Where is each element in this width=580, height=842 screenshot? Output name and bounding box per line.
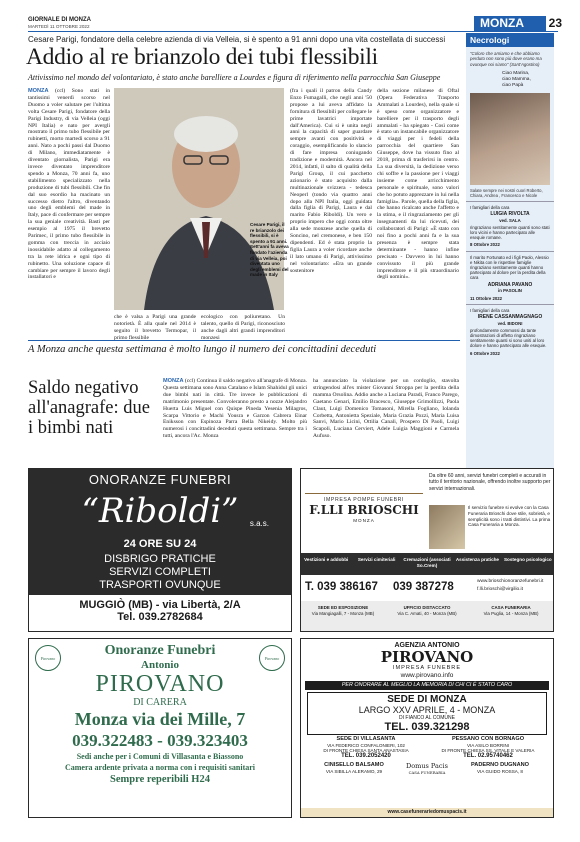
page-header — [28, 16, 562, 32]
sig-line-1: Ciao Marina, — [502, 71, 530, 77]
riboldi-name-row — [29, 490, 291, 536]
notice-1-date: 8 Ottobre 2022 — [470, 242, 500, 248]
main-col-2 — [114, 314, 196, 341]
main-col-4 — [290, 88, 372, 336]
main-subhead: Attivissimo nel mondo del volontariato, è stato anche barelliere a Lourdes e figura di riferimento nella parrocchia San Giuseppe — [28, 73, 441, 82]
branch-paderno-addr: VIA GUIDO ROSSA, 8 — [477, 768, 523, 774]
sig-line-3: ciao Papà — [502, 83, 524, 89]
notice-3 — [466, 305, 554, 359]
notice-3-text: profondamente commossi da tante dimostrazioni di affetto ringraziano sentitamente quanti si sono uniti al loro dolore e hanno partecipato alle esequie. — [470, 327, 547, 349]
section-tag: MONZA — [474, 16, 546, 31]
pirovano-left-address: Monza via dei Mille, 7 — [74, 709, 246, 729]
pirovano-badge-left — [35, 645, 61, 671]
sede-monza-addr: LARGO XXV APRILE, 4 - MONZA — [358, 705, 496, 715]
pirovano-left-line-2: Camera ardente privata a norma con i requisiti sanitari — [64, 763, 256, 772]
pirovano-left-line-1: Sedi anche per i Comuni di Villasanta e Biassono — [76, 752, 244, 761]
second-banner: A Monza anche questa settimana è molto lungo il numero dei concittadini deceduti — [28, 340, 460, 355]
brioschi-addr-1-text: Via Mangiagalli, 7 - Monza (MB) — [311, 610, 375, 616]
brioschi-mail: f.lli.brioschi@virgilio.it — [477, 587, 523, 592]
riboldi-line-2: SERVIZI COMPLETI — [29, 566, 291, 579]
photo-caption — [250, 222, 290, 302]
pirovano-right-web: www.pirovano.info — [400, 672, 454, 679]
brioschi-addr-3-text: Via Puglia, 14 - Monza (MB) — [483, 610, 539, 616]
branch-paderno-title: PADERNO DUGNANO — [470, 762, 529, 769]
necrologi-photo-caption: Salate sempre nei nostri cuori Roberto, Chiara, Andrea , Francesco e Nicole — [466, 185, 554, 202]
notice-2-sub: in PASOLIN — [498, 287, 522, 293]
pirovano-left-sub: Antonio — [141, 659, 179, 671]
domus-pacis-logo — [403, 762, 451, 775]
riboldi-top: ONORANZE FUNEBRI — [29, 469, 291, 490]
second-col-2 — [313, 378, 459, 460]
notice-1-intro: I famigliari della cara — [470, 205, 510, 211]
brioschi-addr-3 — [469, 601, 553, 631]
brioschi-addr-3-title: CASA FUNERARIA — [491, 605, 531, 610]
brioschi-addr-1-title: SEDE ED ESPOSIZIONE — [317, 605, 369, 610]
photo-caption-text: Cesare Parigi, il re brianzolo dei flessibili, si è spento a 91 anni. Sett'anni fa aveva fondato l'azienda di via Velleia, poi diventata uno degli emblemi del made in Italy — [250, 222, 289, 278]
main-col-3-text: ecologico con poliuretano. Un talento, quello di Parigi, riconosciuto anche dagli altri grandi imprenditori monzesi — [201, 314, 285, 341]
necrologi-title: Necrologi — [466, 33, 554, 47]
pirovano-left-tel: 039.322483 - 039.323403 — [72, 731, 248, 750]
brioschi-photo — [429, 505, 465, 549]
pirovano-right-branches-2 — [305, 762, 549, 775]
pirovano-left-name: PIROVANO — [95, 671, 225, 697]
riboldi-line-1: DISBRIGO PRATICHE — [29, 553, 291, 566]
brioschi-addr-1 — [301, 601, 385, 631]
kicker-monza: MONZA — [28, 88, 55, 94]
page-number: 23 — [548, 16, 562, 30]
notice-2-text: Il marito Fortunato ed i figli Paolo, Alessio e Nikita con le rispettive famiglie ringraziano sentitamente quanti hanno partecipato al dolore per la perdita della cara — [470, 254, 549, 281]
pirovano-badge-right — [259, 645, 285, 671]
second-headline: Saldo negativo all'anagrafe: due i bimbi nati — [28, 378, 150, 438]
pirovano-left-top: Onoranze Funebri — [104, 643, 216, 658]
main-overline: Cesare Parigi, fondatore della celebre azienda di via Velleia, si è spento a 91 anni dopo una vita costellata di successi — [28, 35, 446, 44]
pirovano-right-top: AGENZIA ANTONIO — [394, 642, 460, 649]
notice-1-name: LUIGIA RIVOLTA — [490, 211, 530, 218]
branch-cinisello-addr: VIA SIBILLA ALERAMO, 29 — [325, 768, 383, 774]
branch-villasanta-title: SEDE DI VILLASANTA — [336, 736, 396, 742]
brioschi-evolve: Il servizio funebre si evolve con la Casa Funeraria Brioschi dove stile, sobrietà, e semplicità sono i tratti distintivi. La prima Casa Funeraria a Monza. — [468, 505, 551, 528]
ad-riboldi — [28, 468, 292, 632]
notice-3-sub: ved. BIDONI — [497, 320, 523, 326]
brioschi-top: IMPRESA POMPE FUNEBRI — [323, 497, 405, 503]
branch-villasanta-addr: VIA FEDERICO CONFALONIERI, 102 — [327, 742, 405, 748]
branch-villasanta-note: DI FRONTE CHIESA SANTA ANASTASIA — [323, 748, 409, 754]
riboldi-hours: 24 ORE SU 24 — [29, 536, 291, 553]
notice-3-date: 6 Ottobre 2022 — [470, 350, 500, 356]
pirovano-left-di: DI CARERA — [133, 697, 187, 708]
main-col-5 — [377, 88, 459, 336]
main-col-4-text: (fra i quali il patron della Candy Enzo Fumagalli, che negli anni '50 propose a lui aveva affidato la fornitura di flessibili per collegare le prime lavatrici importate dall'America). Cui si è unita negli anni la capacità di saper guardare sempre avanti con positività e coraggio, esemplificando lo slancio di fare impresa coniugando tradizione e modernità. Ancora nel 2014, infatti, il salto di qualità della Parigi Group, il cui pacchetto azionario è stato acquisito dalla multinazionale svizzera - tedesca Neoperl (tondo via quattro anni dopo alla NPI Italia, oggi guidata dalla figlia di Parigi, Laura e dal marito Fabio Riboldi). Un vero e proprio impero che oggi conta oltre alla sede monzese anche quella di Soncino, nel cremonese, e ben 150 dipendenti. Ed è stata proprio la figlia Laura a voler ricordare anche il lato umano di Parigi, attivissimo nel volontariato: «Era un grande sostenitore — [290, 88, 372, 274]
ad-pirovano-left — [28, 638, 292, 818]
notice-2-name: ADRIANA PAVANO — [487, 281, 533, 288]
sede-monza-tel: TEL. 039.321298 — [384, 721, 470, 733]
sede-monza-title: SEDE DI MONZA — [387, 694, 467, 705]
main-col-2-text: che è valsa a Parigi una grande notorietà. È alla quale nel 2014 è seguito il brevetto Termopar, il primo flessibile — [114, 314, 196, 341]
brioschi-service-2: Servizi cimiteriali — [357, 557, 396, 562]
pirovano-left-line-3: Sempre reperibili H24 — [110, 774, 210, 785]
branch-cinisello-title: CINISELLO BALSAMO — [324, 762, 384, 769]
notice-2 — [466, 252, 554, 306]
second-col-1 — [163, 378, 307, 460]
kicker-monza-2: MONZA — [163, 378, 185, 384]
branch-paderno — [451, 763, 549, 774]
notice-2-date: 11 Ottobre 2022 — [470, 296, 503, 302]
main-col-3 — [201, 314, 285, 341]
branch-cinisello — [305, 763, 403, 774]
riboldi-line-3: TRASPORTI OVUNQUE — [29, 579, 291, 595]
ad-pirovano-right — [300, 638, 554, 818]
branch-pessano-tel: TEL. 02.95740462 — [463, 752, 513, 759]
brioschi-service-5: Sostegno psicologico — [503, 557, 552, 562]
brioschi-logo-area — [305, 493, 423, 543]
main-col-1 — [28, 88, 110, 334]
brioschi-addr-2-text: Via C. Amati, 40 - Monza (MB) — [397, 610, 457, 616]
brioschi-city: MONZA — [353, 518, 375, 523]
pirovano-right-sub: IMPRESA FUNEBRE — [392, 665, 462, 671]
pirovano-right-name: PIROVANO — [380, 648, 474, 666]
ad-brioschi — [300, 468, 554, 632]
brioschi-web: www.brioschionoranzefunebri.it — [477, 579, 544, 584]
domus-pacis-sub: CASA FUNERARIA — [408, 770, 446, 776]
brioschi-addr-2-title: UFFICIO DISTACCATO — [403, 605, 451, 610]
notice-3-intro: I famigliari della cara — [470, 308, 510, 314]
brioschi-name: F.LLI BRIOSCHI — [309, 503, 419, 517]
main-col-1-text: (ccl) Sono stati in tantissimi venerdì scorso nel Duomo a voler salutare per l'ultima volta Cesare Parigi, fondatore della Parigi Industry, di via Velleia (oggi NPI Italia) e nato per avergli mostrato il primo tubo flessibile per rubinetti, morto martedì scorso a 91 anni. Nato a pochi passi dal Duomo di Milano, immediatamente è diventato giornalista, Parigi era invece diventato imprenditore spendo a Monza, 70 anni fa, uno stabilimento specializzato nella produzione di tubi flessibili. Che fin dal suo esordio ha macinato un successo dietro l'altro, diventando uno degli emblemi del made in Italy, pace di confermare per sempre la sua geniale creatività. Basti per esempio al 1975 il brevetto Parimec, il primo tubo flessibile in gomma con treccia in acciaio inossidabile adatto al collegamento tra la rete idrica e ogni tipo di rubinetto. Una soluzione capace di cambiare per sempre il lavoro degli installatori e — [28, 88, 110, 281]
pirovano-right-slogan: PER ONORARE AL MEGLIO LA MEMORIA DI CHI CI È STATO CARO — [305, 681, 549, 690]
issue-date: MARTEDÌ 11 OTTOBRE 2022 — [28, 24, 90, 29]
main-col-5-text: della sezione milanese di Oftal (Opera Federativa Trasporto Ammalati a Lourdes), nella quale si è speso come organizzatore e barelliere per il trasporto degli ammalati - ha spiegato - Così come è stato un instancabile organizzatore di viaggi per i fedeli della parrocchia del quartiere San Giuseppe, dove ha vissuto fino al 2018, prima di trasferirsi in centro. La sua diversità, la dedizione verso chi soffre e la passione per i viaggi insieme come arricchimento personale e spirituale, sono valori che ho potuto apprezzare in lui nella famiglia». Parole, quella della figlia, che hanno ricalcato anche l'affetto e la stima, e il ringraziamento per gli insegnamenti da lui ricevuti, dei collaboratori di Parigi: «È stato con noi fino a pochi anni fa e la sua presenza è sempre stata determinante - hanno infine precisato - Davvero in lui hanno convissuto il più grande imprenditore e il più straordinario degli uomini». — [377, 88, 459, 281]
branch-villasanta — [305, 737, 427, 759]
necrologi-photo — [470, 93, 550, 185]
riboldi-sas: s.a.s. — [249, 519, 269, 528]
necrologi-sidebar — [466, 33, 554, 475]
paper-name: GIORNALE DI MONZA — [28, 17, 91, 23]
pirovano-right-sede — [307, 692, 547, 735]
main-headline: Addio al re brianzolo dei tubi flessibili — [26, 44, 378, 70]
riboldi-address: MUGGIÒ (MB) - via Libertà, 2/A — [79, 599, 241, 611]
branch-pessano-title: PESSANO CON BORNAGO — [451, 736, 525, 742]
pirovano-badge-right-text: Pirovano — [264, 656, 280, 661]
brioschi-service-3: Cremazioni (associati So.Crem) — [403, 557, 451, 568]
riboldi-name: “Riboldi” — [81, 491, 239, 531]
pirovano-right-branches — [305, 737, 549, 759]
brioschi-addresses — [301, 601, 553, 631]
riboldi-tel: Tel. 039.2782684 — [117, 611, 203, 623]
notice-3-name: IRENE CASSANMAGNAGO — [477, 314, 543, 321]
branch-pessano-addr: VIA ASILO BORRINI — [466, 742, 510, 748]
necrologi-quote: "Coloro che amiamo e che abbiamo perduto non sono più dove erano ma ovunque noi siamo" (Sant'Agostino) — [470, 51, 542, 67]
pirovano-badge-left-text: Pirovano — [40, 656, 56, 661]
sig-line-2: ciao Mamma, — [502, 77, 531, 83]
sede-monza-note: DI FIANCO AL COMUNE — [399, 715, 455, 721]
brioschi-service-1: Vestizioni e addobbi — [304, 557, 349, 562]
brioschi-addr-2 — [385, 601, 469, 631]
notice-1 — [466, 202, 554, 251]
branch-pessano-note: DI FRONTE CHIESA SS. VITALE E VALERIA — [441, 748, 535, 754]
second-col-2-text: ha annunciato la violazione per un cordoglio, stavolta stringendosi all'ex mister Giovanni Stroppa per la perdita della mamma Orsolina. Addio anche a Luciana Paradi, Franco Parego, Gaetano Genari, Emilio Bracesco, Giuseppe Grimollizzi, Paola Claut, Luigi Domenico Tomasoni, Mirella Fogliano, Iolanda Corbetta, Antonietta Speziale, Maria Grazia Pozzi, Maria Luisa Sanvi, Mario Licini, Ottilia Canali, Prospero Di Paoli, Luigi Scapoli, Luciana Cerviert, Adele Luigia Maggioni e Carmela Aufuso. — [313, 378, 459, 440]
brioschi-services — [301, 553, 553, 575]
domus-pacis-name: Domus Pacis — [406, 762, 448, 771]
brioschi-tel-2: 039 387278 — [393, 581, 454, 593]
notice-1-sub: ved. SALA — [499, 217, 521, 223]
brioschi-tel-1: T. 039 386167 — [305, 581, 378, 593]
pirovano-right-footer: www.casefunerariedomuspacis.it — [301, 808, 553, 817]
branch-villasanta-tel: TEL. 039.2052420 — [341, 752, 391, 759]
notice-1-text: ringraziano sentitamente quanti sono stati loro vicini e hanno partecipato alle esequie romane. — [470, 224, 550, 241]
second-col-1-text: (ccl) Continua il saldo negativo all'anagrafe di Monza. Questa settimana sono Anna Catalano e Islam Shahidul gli unici due bimbi nati in città. Tre invece le pubblicazioni di matrimonio presentate. Convoleranno presto a nozze Alejandro Huerta Luis Miguel con Quispe Pineda Yesenia Milagros, Scarpa Vittorio e Machi Yousra e Garzon Cabrera Einar Eniksson con Espinoza Parra Bella Nikeidy. Molto più numerosi i concittadini deceduti questa settimana. Sempre tra i tutti, ancora l'Ac. Monza — [163, 378, 307, 440]
necrologi-signature — [466, 69, 554, 89]
brioschi-service-4: Assistenza pratiche — [455, 557, 499, 562]
branch-pessano — [427, 737, 549, 759]
brioschi-intro: Da oltre 60 anni, servizi funebri completi e accurati in tutto il territorio nazionale, offrendo inoltre supporto per servizi internazionali. — [429, 473, 551, 492]
